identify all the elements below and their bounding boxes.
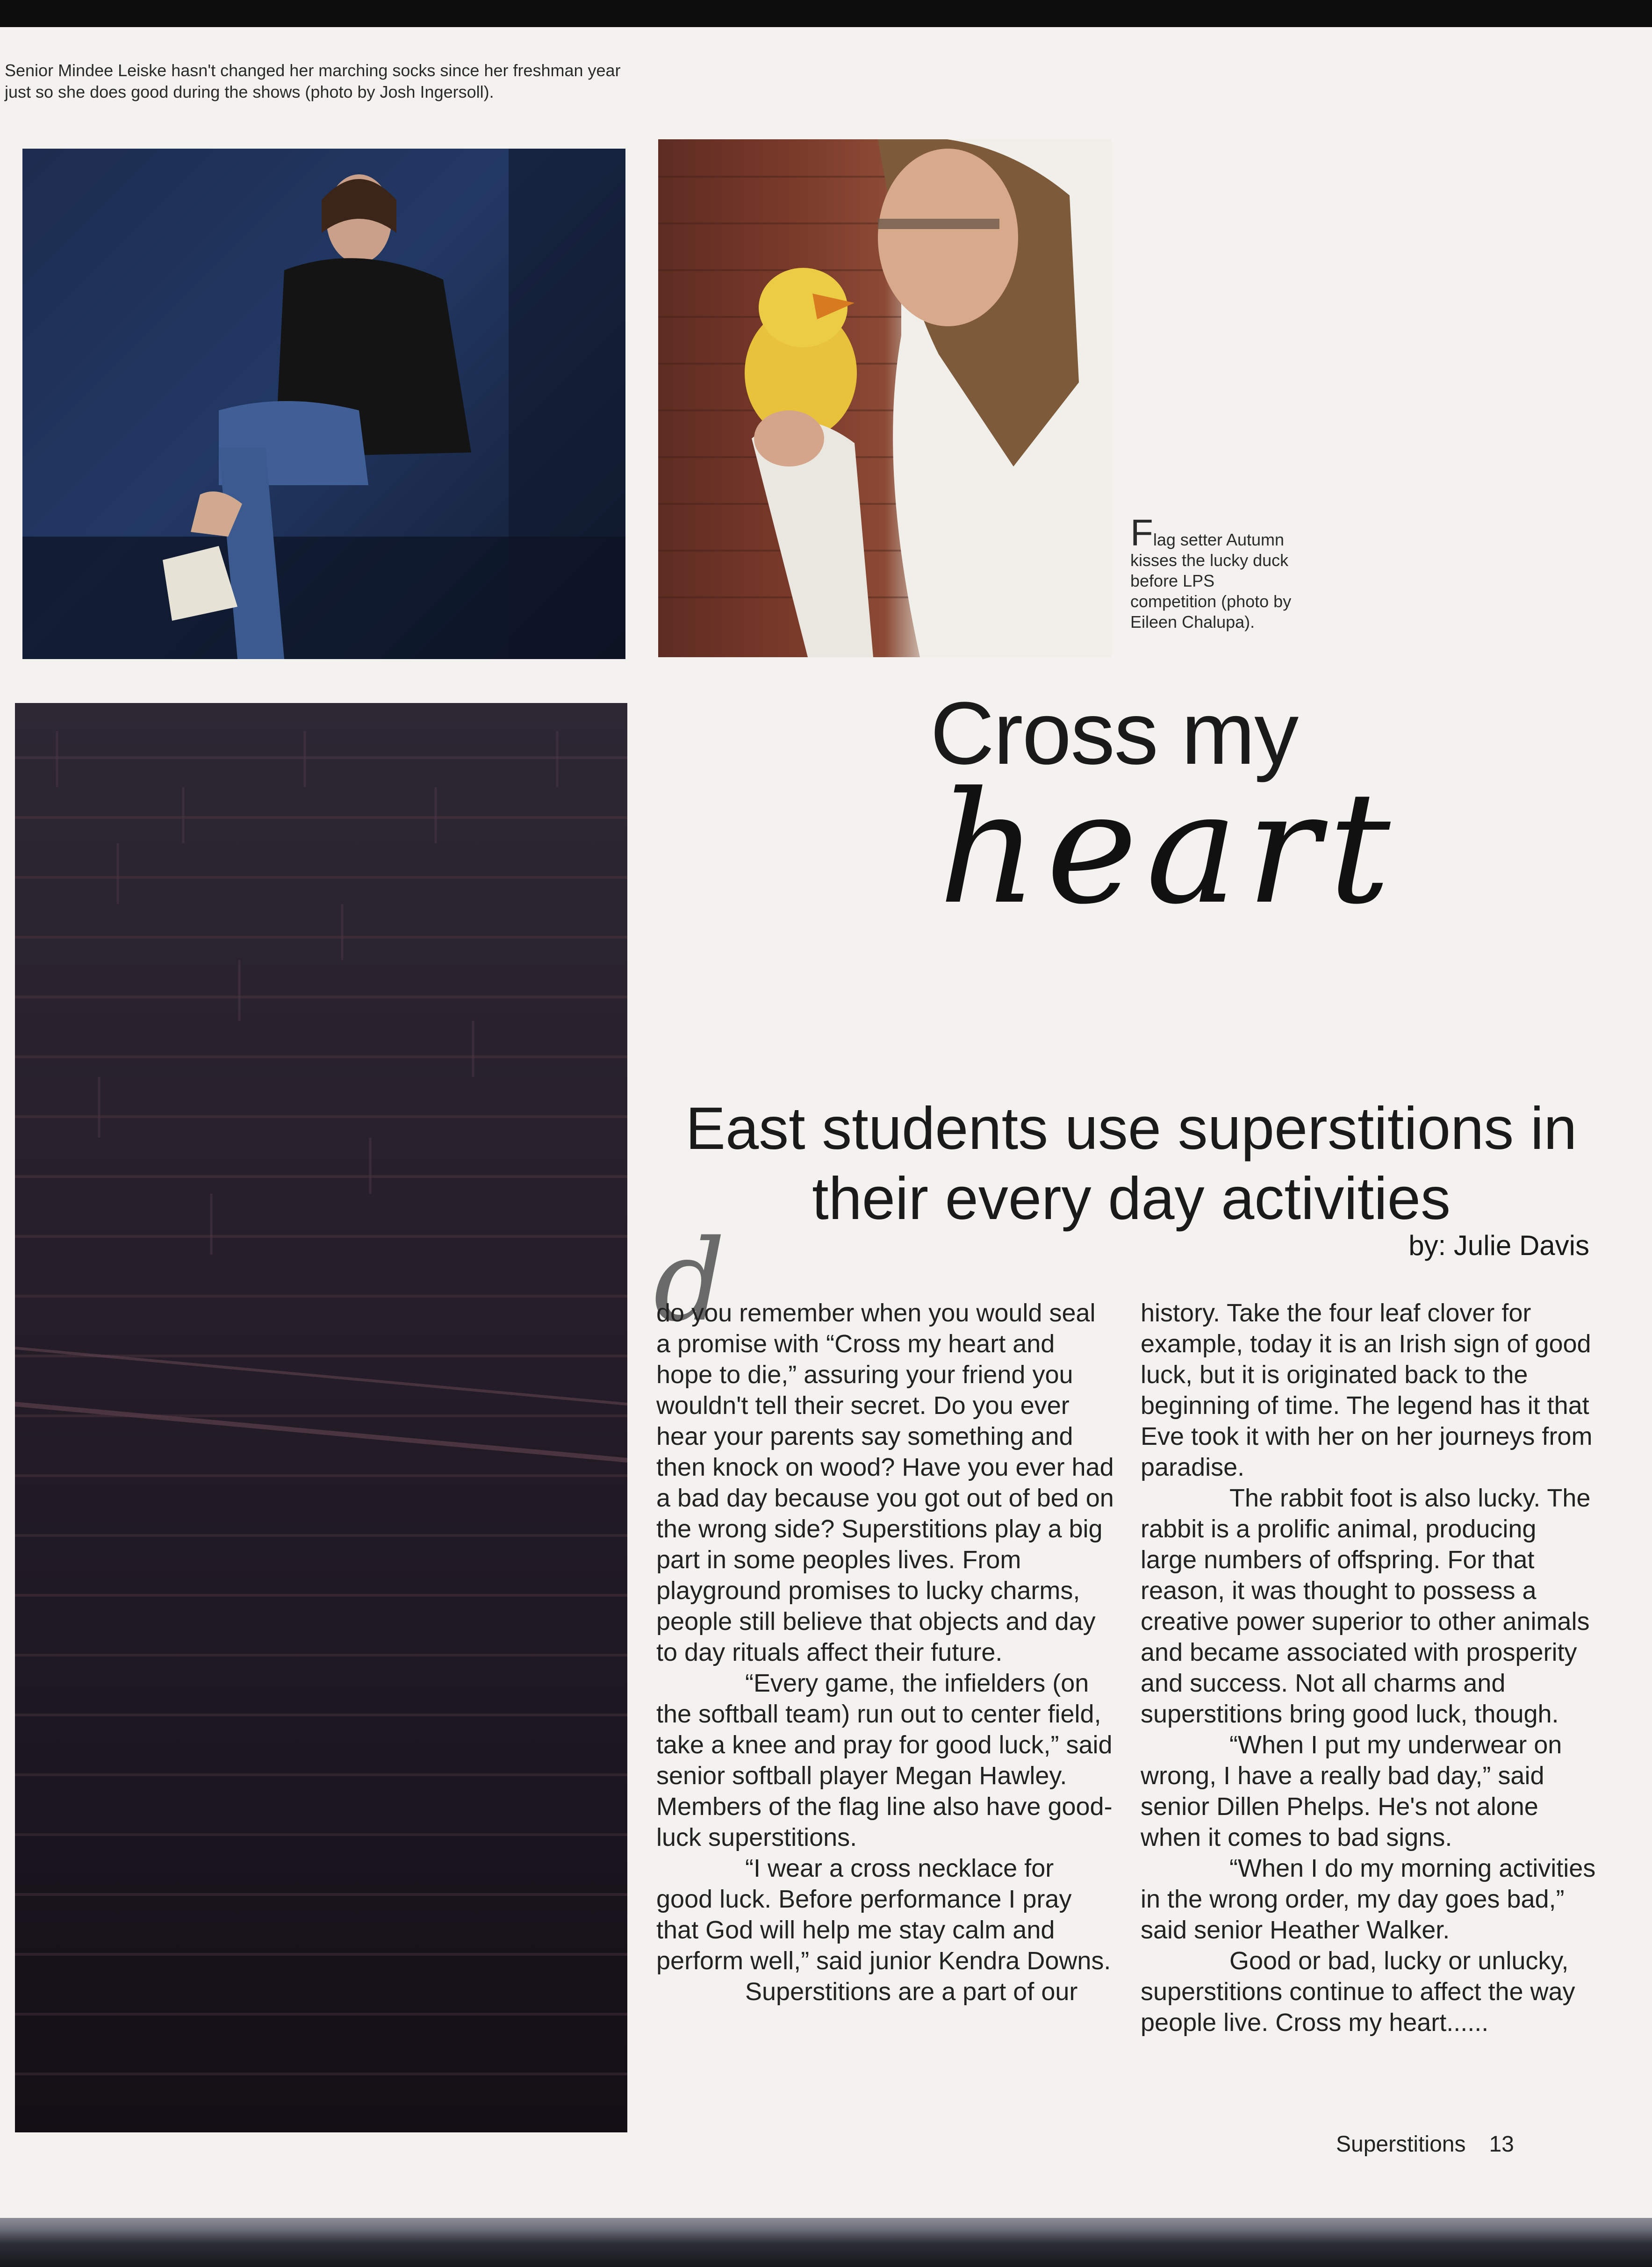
photo-caption-socks: Senior Mindee Leiske hasn't changed her marching socks since her freshman year just so she does good during the shows (photo by Josh Ingersoll). <box>5 61 621 101</box>
caption-initial: F <box>1130 512 1153 553</box>
paragraph: “I wear a cross necklace for good luck. Before performance I pray that God will help me stay calm and perform well,” said junior Kendra Downs. <box>656 1854 1111 1975</box>
bottom-border-band <box>0 2218 1652 2267</box>
photo-brick-wall <box>15 703 627 2132</box>
headline-heart: heart <box>938 759 1399 938</box>
paragraph: Superstitions are a part of our <box>745 1978 1078 2006</box>
article-column-left <box>656 1298 1114 2007</box>
paragraph: do you remember when you would seal a promise with “Cross my heart and hope to die,” assuring your friend you wouldn't tell their secret. Do you ever hear your parents say something and then knock on wood? Have you ever had a bad day because you got out of bed on the wrong side? Superstitions play a big part in some peoples lives. From playground promises to lucky charms, people still believe that objects and day to day rituals affect their future. <box>656 1299 1114 1666</box>
paragraph: history. Take the four leaf clover for example, today it is an Irish sign of good luck, but it is originated back to the beginning of time. The legend has it that Eve took it with her on her journeys from paradise. <box>1141 1299 1593 1481</box>
top-border-band <box>0 0 1652 27</box>
paragraph: The rabbit foot is also lucky. The rabbit is a prolific animal, producing large numbers of offspring. For that reason, it was thought to possess a creative power superior to other animals and became associated with prosperity and success. Not all charms and superstitions bring good luck, though. <box>1141 1484 1591 1728</box>
subheadline: East students use superstitions in their every day activities <box>685 1095 1577 1232</box>
page-number: 13 <box>1489 2132 1514 2157</box>
headline-cross-my: Cross my <box>930 684 1298 783</box>
paragraph: “Every game, the infielders (on the softball team) run out to center field, take a knee and pray for good luck,” said senior softball player Megan Hawley. Members of the flag line also have good-luck superstitions. <box>656 1669 1113 1851</box>
paragraph: Good or bad, lucky or unlucky, superstitions continue to affect the way people live. Cross my heart...... <box>1141 1947 1575 2037</box>
article-column-right <box>1141 1298 1599 2038</box>
drop-cap: d <box>654 1215 725 1346</box>
footer-section-title: Superstitions <box>1336 2132 1466 2157</box>
byline: by: Julie Davis <box>1408 1230 1589 1261</box>
photo-marching-socks <box>22 149 625 659</box>
photo-caption-duck <box>1130 512 1303 632</box>
paragraph: “When I put my underwear on wrong, I have a really bad day,” said senior Dillen Phelps. He's not alone when it comes to bad signs. <box>1141 1731 1562 1851</box>
page-footer <box>1336 2131 1514 2157</box>
caption-text: lag setter Autumn kisses the lucky duck before LPS competition (photo by Eileen Chalupa). <box>1130 530 1292 631</box>
photo-lucky-duck <box>658 139 1112 657</box>
paragraph: “When I do my morning activities in the wrong order, my day goes bad,” said senior Heather Walker. <box>1141 1854 1596 1944</box>
